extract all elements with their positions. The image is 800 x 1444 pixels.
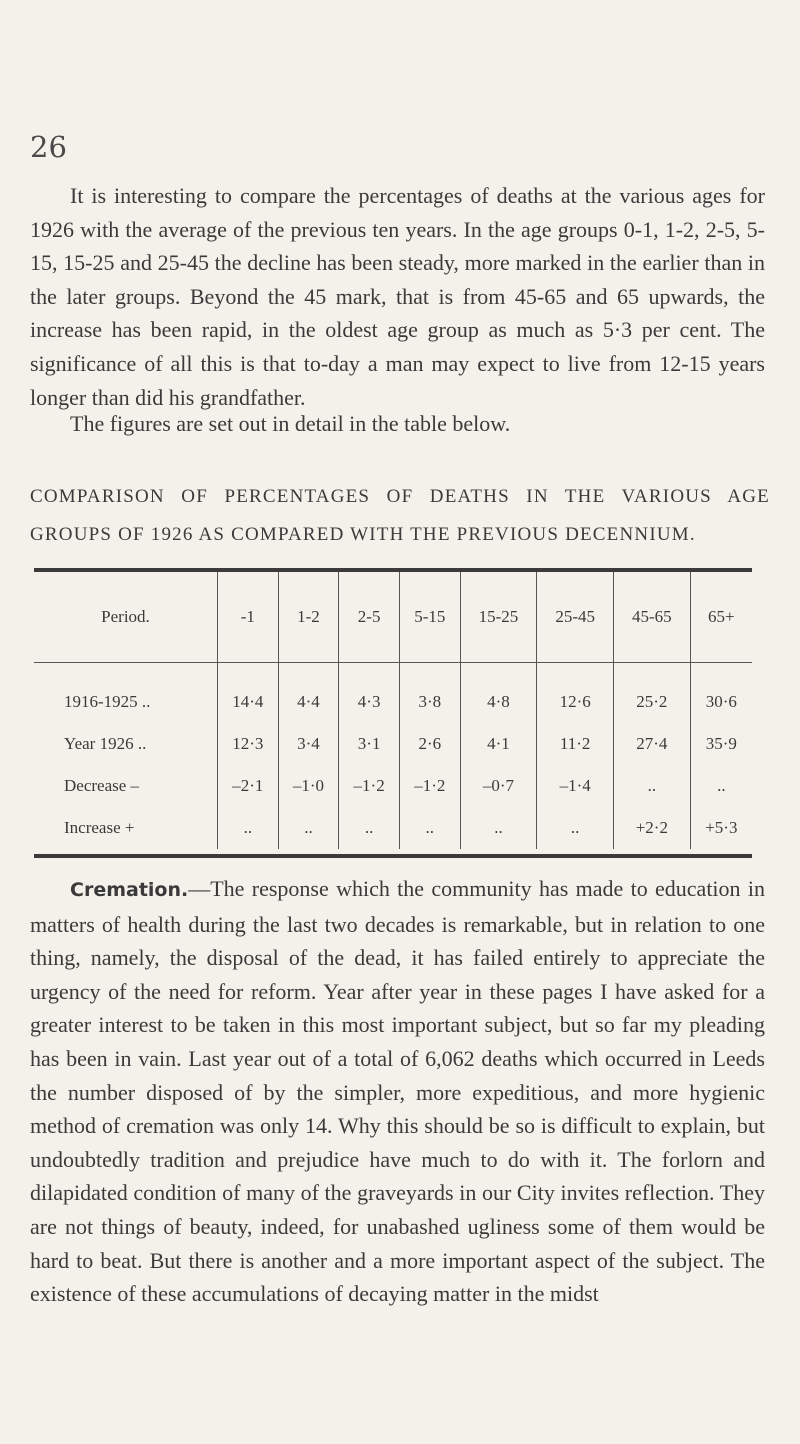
table-cell: 12·6: [537, 663, 614, 724]
table-cell: 27·4: [614, 723, 691, 765]
table-row: [34, 807, 752, 849]
cremation-heading: Cremation.: [70, 879, 189, 901]
header-cell: -1: [218, 572, 279, 663]
table-cell: –1·2: [399, 765, 460, 807]
table-cell: ..: [537, 807, 614, 849]
table-cell: +5·3: [690, 807, 752, 849]
table-cell: 4·8: [460, 663, 537, 724]
table-cell: 11·2: [537, 723, 614, 765]
table-cell: ..: [460, 807, 537, 849]
cremation-paragraph: [30, 872, 765, 1311]
table-cell: –1·0: [278, 765, 339, 807]
deaths-table: [34, 572, 752, 849]
header-cell: Period.: [34, 572, 218, 663]
table-cell: 35·9: [690, 723, 752, 765]
table-heading-line-1: COMPARISON OF PERCENTAGES OF DEATHS IN THE VARIOUS AGE: [30, 486, 770, 507]
table-cell: 3·4: [278, 723, 339, 765]
table-cell: ..: [399, 807, 460, 849]
cremation-text: [30, 872, 765, 1311]
header-cell: 1-2: [278, 572, 339, 663]
header-cell: 25-45: [537, 572, 614, 663]
table-cell: –1·4: [537, 765, 614, 807]
row-label: 1916-1925 ..: [64, 692, 151, 711]
table-cell: 4·4: [278, 663, 339, 724]
table-cell: –2·1: [218, 765, 279, 807]
table-intro-text: The figures are set out in detail in the table below.: [70, 411, 511, 436]
table-cell: 4·3: [339, 663, 400, 724]
intro-text: It is interesting to compare the percentages of deaths at the various ages for 1926 with the average of the previous ten years. In the age groups 0-1, 1-2, 2-5, 5-15, 15-25 and 25-45 the decline has been steady, more marked in the earlier than in the later groups. Beyond the 45 mark, that is from 45-65 and 65 upwards, the increase has been rapid, in the oldest age group as much as 5·3 per cent. The significance of all this is that to-day a man may expect to live from 12-15 years longer than did his grandfather.: [30, 183, 765, 410]
table-heading-line-2: GROUPS OF 1926 AS COMPARED WITH THE PREVIOUS DECENNIUM.: [30, 524, 696, 545]
table-cell: +2·2: [614, 807, 691, 849]
table-header-row: [34, 572, 752, 663]
row-label: Year 1926 ..: [64, 734, 147, 753]
table-cell: 2·6: [399, 723, 460, 765]
intro-paragraph: [30, 179, 765, 414]
table-cell: 3·8: [399, 663, 460, 724]
table-cell: ..: [339, 807, 400, 849]
table-cell: –1·2: [339, 765, 400, 807]
table-row: [34, 663, 752, 724]
deaths-table-frame: [34, 568, 752, 858]
table-cell: ..: [614, 765, 691, 807]
table-cell: 30·6: [690, 663, 752, 724]
table-cell: ..: [690, 765, 752, 807]
header-cell: 65+: [690, 572, 752, 663]
table-cell: –0·7: [460, 765, 537, 807]
cremation-body: —The response which the community has made to education in matters of health during the last two decades is remarkable, but in relation to one thing, namely, the disposal of the dead, it has failed entirely to appreciate the urgency of the need for reform. Year after year in these pages I have asked for a greater interest to be taken in this most important subject, but so far my pleading has been in vain. Last year out of a total of 6,062 deaths which occurred in Leeds the number disposed of by the simpler, more expeditious, and more hygienic method of cremation was only 14. Why this should be so is difficult to explain, but undoubtedly tradition and prejudice have much to do with it. The forlorn and dilapidated condition of many of the graveyards in our City invites reflection. They are not things of beauty, indeed, for unabashed ugliness some of them would be hard to beat. But there is another and a more important aspect of the subject. The existence of these accumulations of decaying matter in the midst: [30, 876, 765, 1307]
header-cell: 45-65: [614, 572, 691, 663]
table-intro-paragraph: [30, 407, 765, 441]
table-cell: ..: [278, 807, 339, 849]
table-cell: 4·1: [460, 723, 537, 765]
table-row: [34, 723, 752, 765]
table-cell: 12·3: [218, 723, 279, 765]
table-cell: 14·4: [218, 663, 279, 724]
table-row: [34, 765, 752, 807]
row-label: Increase +: [64, 818, 135, 837]
table-heading: [30, 478, 770, 554]
header-cell: 5-15: [399, 572, 460, 663]
header-cell: 15-25: [460, 572, 537, 663]
table-cell: ..: [218, 807, 279, 849]
table-cell: 25·2: [614, 663, 691, 724]
header-cell: 2-5: [339, 572, 400, 663]
table-cell: 3·1: [339, 723, 400, 765]
page-number: 26: [30, 130, 67, 164]
row-label: Decrease –: [64, 776, 140, 795]
